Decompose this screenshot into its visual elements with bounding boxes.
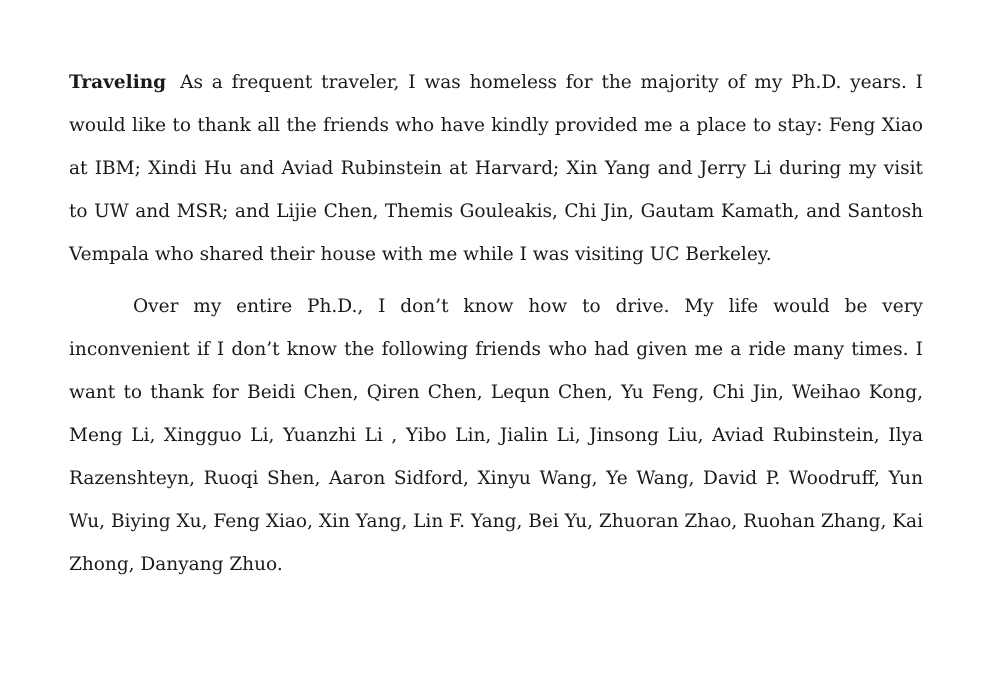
paragraph-2-text: Over my entire Ph.D., I don’t know how to drive. My life would be very inconvenient if I don’t know the following friends who had given me a ride many times. I want to thank for Beidi Chen, Qiren Chen, Lequn Chen, Yu Feng, Chi Jin, Weihao Kong, Meng Li, Xingguo Li, Yuanzhi Li , Yibo Lin, Jialin Li, Jinsong Liu, Aviad Rubinstein, Ilya Razenshteyn, Ruoqi Shen, Aaron Sidford, Xinyu Wang, Ye Wang, David P. Woodruff, Yun Wu, Biying Xu, Feng Xiao, Xin Yang, Lin F. Yang, Bei Yu, Zhuoran Zhao, Ruohan Zhang, Kai Zhong, Danyang Zhuo. — [69, 296, 923, 575]
paragraph-1-text: As a frequent traveler, I was homeless for the majority of my Ph.D. years. I would like to thank all the friends who have kindly provided me a place to stay: Feng Xiao at IBM; Xindi Hu and Aviad Rubinstein at Harvard; Xin Yang and Jerry Li during my visit to UW and MSR; and Lijie Chen, Themis Gouleakis, Chi Jin, Gautam Kamath, and Santosh Vempala who shared their house with me while I was visiting UC Berkeley. — [69, 72, 923, 265]
paragraph-traveling — [69, 61, 923, 276]
paragraph-driving — [69, 285, 923, 586]
section-heading: Traveling — [69, 72, 167, 93]
traveling-section — [69, 61, 923, 586]
